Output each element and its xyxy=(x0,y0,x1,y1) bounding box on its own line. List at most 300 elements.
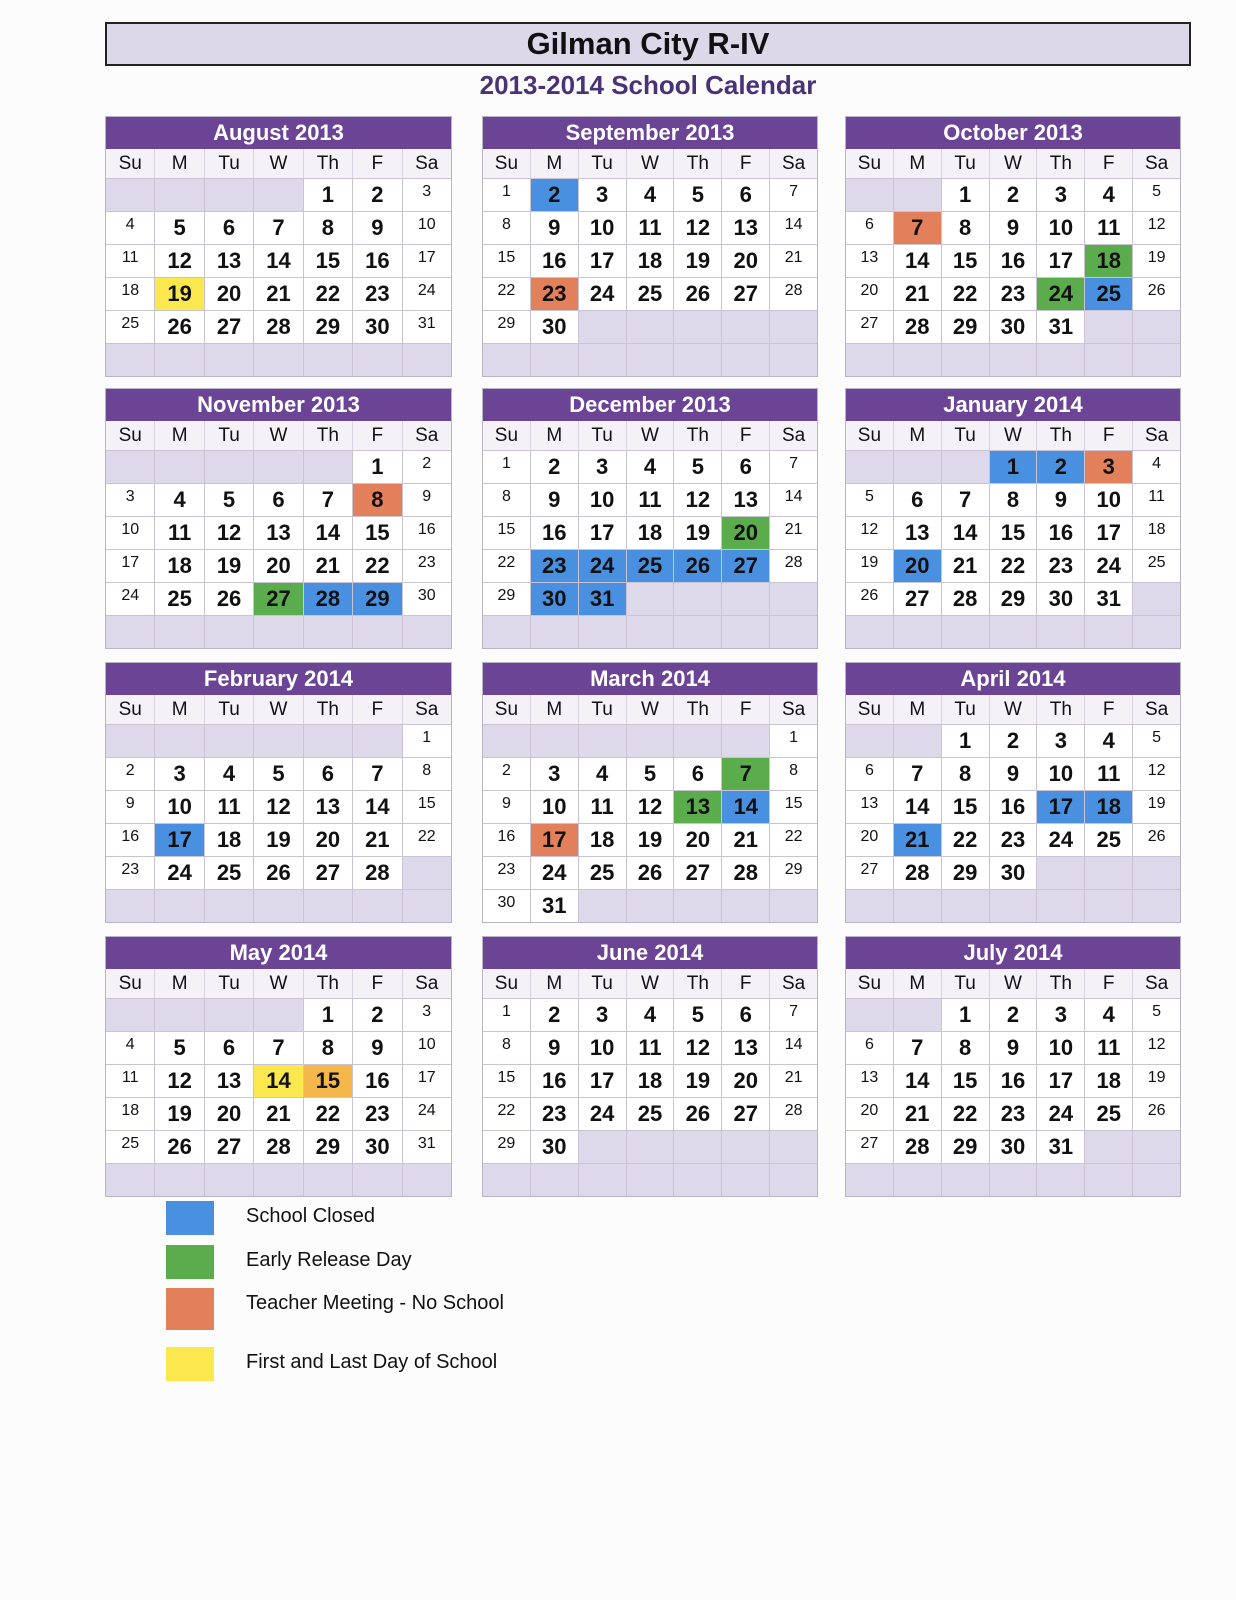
weekday-label: Su xyxy=(846,421,894,450)
week-row xyxy=(846,244,1180,277)
day-cell: 21 xyxy=(894,1098,942,1130)
week-row xyxy=(106,450,451,483)
day-cell: 7 xyxy=(894,758,942,790)
weekday-label: Th xyxy=(1037,695,1085,724)
weekday-label: Su xyxy=(846,695,894,724)
day-cell: 23 xyxy=(531,1098,579,1130)
empty-day-cell xyxy=(1085,311,1133,343)
day-cell: 1 xyxy=(304,179,353,211)
week-row xyxy=(483,889,817,922)
day-cell: 12 xyxy=(254,791,303,823)
week-row xyxy=(483,823,817,856)
empty-day-cell xyxy=(722,890,770,922)
weekday-header xyxy=(846,695,1180,724)
week-row xyxy=(106,1097,451,1130)
day-cell: 20 xyxy=(894,550,942,582)
day-cell: 27 xyxy=(205,1131,254,1163)
month-calendar xyxy=(845,388,1181,649)
empty-day-cell xyxy=(353,344,402,376)
day-cell: 6 xyxy=(304,758,353,790)
month-title: April 2014 xyxy=(846,663,1180,695)
day-cell: 29 xyxy=(304,311,353,343)
weekday-label: Su xyxy=(846,969,894,998)
day-cell: 28 xyxy=(722,857,770,889)
legend-label: First and Last Day of School xyxy=(246,1351,498,1373)
day-cell: 20 xyxy=(846,278,894,310)
day-cell: 26 xyxy=(155,311,204,343)
week-row xyxy=(846,1097,1180,1130)
day-cell: 31 xyxy=(531,890,579,922)
day-cell: 21 xyxy=(304,550,353,582)
empty-day-cell xyxy=(1133,1164,1180,1196)
day-cell: 30 xyxy=(353,311,402,343)
weekday-label: W xyxy=(990,695,1038,724)
week-row xyxy=(846,277,1180,310)
day-cell: 29 xyxy=(990,583,1038,615)
empty-day-cell xyxy=(722,616,770,648)
day-cell: 23 xyxy=(483,857,531,889)
weekday-header xyxy=(106,695,451,724)
month-calendar xyxy=(482,116,818,377)
day-cell: 1 xyxy=(483,179,531,211)
day-cell: 26 xyxy=(1133,824,1180,856)
day-cell: 4 xyxy=(627,179,675,211)
week-row xyxy=(106,615,451,648)
empty-day-cell xyxy=(531,344,579,376)
weekday-label: F xyxy=(722,149,770,178)
day-cell: 12 xyxy=(155,1065,204,1097)
weekday-label: F xyxy=(722,695,770,724)
day-cell: 21 xyxy=(770,1065,817,1097)
empty-day-cell xyxy=(304,1164,353,1196)
day-cell: 1 xyxy=(353,451,402,483)
week-row xyxy=(483,549,817,582)
empty-day-cell xyxy=(770,890,817,922)
week-row xyxy=(106,1031,451,1064)
month-title: December 2013 xyxy=(483,389,817,421)
day-cell: 24 xyxy=(579,278,627,310)
day-cell: 19 xyxy=(155,278,204,310)
day-cell: 7 xyxy=(304,484,353,516)
day-cell: 25 xyxy=(106,1131,155,1163)
week-row xyxy=(846,483,1180,516)
day-cell: 12 xyxy=(674,484,722,516)
empty-day-cell xyxy=(1133,344,1180,376)
empty-day-cell xyxy=(894,1164,942,1196)
weekday-label: M xyxy=(155,695,204,724)
weekday-label: Th xyxy=(1037,969,1085,998)
empty-day-cell xyxy=(990,890,1038,922)
weekday-label: Sa xyxy=(781,699,806,720)
empty-day-cell xyxy=(155,999,204,1031)
empty-day-cell xyxy=(846,1164,894,1196)
week-row xyxy=(106,757,451,790)
day-cell: 16 xyxy=(353,1065,402,1097)
day-cell: 22 xyxy=(770,824,817,856)
weekday-label: F xyxy=(1085,421,1133,450)
day-cell: 8 xyxy=(942,1032,990,1064)
day-cell: 1 xyxy=(304,999,353,1031)
day-cell: 13 xyxy=(846,791,894,823)
day-cell: 16 xyxy=(531,517,579,549)
weekday-label: W xyxy=(254,695,303,724)
weekday-header xyxy=(106,149,451,178)
month-calendar xyxy=(845,936,1181,1197)
day-cell: 9 xyxy=(990,212,1038,244)
empty-day-cell xyxy=(531,1164,579,1196)
weekday-label: Tu xyxy=(205,695,254,724)
day-cell: 14 xyxy=(894,791,942,823)
day-cell: 17 xyxy=(579,1065,627,1097)
day-cell: 15 xyxy=(304,1065,353,1097)
legend-label: School Closed xyxy=(246,1205,375,1227)
empty-day-cell xyxy=(579,616,627,648)
week-row xyxy=(483,483,817,516)
day-cell: 12 xyxy=(627,791,675,823)
day-cell: 16 xyxy=(990,245,1038,277)
day-cell: 28 xyxy=(894,1131,942,1163)
day-cell: 10 xyxy=(403,1032,451,1064)
day-cell: 24 xyxy=(403,278,451,310)
weekday-label: W xyxy=(254,969,303,998)
weekday-label: W xyxy=(990,421,1038,450)
week-row xyxy=(483,856,817,889)
day-cell: 30 xyxy=(531,1131,579,1163)
day-cell: 23 xyxy=(1037,550,1085,582)
empty-day-cell xyxy=(722,725,770,757)
day-cell: 23 xyxy=(990,824,1038,856)
day-cell: 4 xyxy=(1085,179,1133,211)
day-cell: 15 xyxy=(942,1065,990,1097)
empty-day-cell xyxy=(403,344,451,376)
day-cell: 22 xyxy=(304,278,353,310)
empty-day-cell xyxy=(254,344,303,376)
month-title: March 2014 xyxy=(483,663,817,695)
day-cell: 19 xyxy=(846,550,894,582)
weekday-label: Su xyxy=(483,695,531,724)
empty-day-cell xyxy=(894,725,942,757)
day-cell: 20 xyxy=(722,245,770,277)
week-row xyxy=(106,998,451,1031)
day-cell: 10 xyxy=(531,791,579,823)
day-cell: 3 xyxy=(106,484,155,516)
day-cell: 14 xyxy=(894,1065,942,1097)
week-row xyxy=(483,998,817,1031)
day-cell: 3 xyxy=(1037,999,1085,1031)
empty-day-cell xyxy=(531,725,579,757)
day-cell: 31 xyxy=(1037,1131,1085,1163)
weekday-label: Tu xyxy=(579,695,627,724)
day-cell: 11 xyxy=(579,791,627,823)
day-cell: 4 xyxy=(106,1032,155,1064)
day-cell: 18 xyxy=(106,1098,155,1130)
day-cell: 15 xyxy=(483,245,531,277)
legend-swatch xyxy=(166,1245,214,1279)
empty-day-cell xyxy=(894,344,942,376)
empty-day-cell xyxy=(770,344,817,376)
empty-day-cell xyxy=(155,451,204,483)
empty-day-cell xyxy=(403,857,451,889)
day-cell: 8 xyxy=(304,212,353,244)
weekday-label: Su xyxy=(846,149,894,178)
week-row xyxy=(846,343,1180,376)
week-row xyxy=(483,582,817,615)
day-cell: 10 xyxy=(403,212,451,244)
day-cell: 28 xyxy=(770,1098,817,1130)
day-cell: 29 xyxy=(942,1131,990,1163)
day-cell: 14 xyxy=(722,791,770,823)
week-row xyxy=(106,724,451,757)
day-cell: 23 xyxy=(353,1098,402,1130)
day-cell: 1 xyxy=(483,999,531,1031)
day-cell: 1 xyxy=(942,725,990,757)
empty-day-cell xyxy=(106,451,155,483)
empty-day-cell xyxy=(1085,344,1133,376)
weekday-label: M xyxy=(894,149,942,178)
day-cell: 29 xyxy=(353,583,402,615)
day-cell: 25 xyxy=(1133,550,1180,582)
day-cell: 13 xyxy=(205,1065,254,1097)
day-cell: 22 xyxy=(990,550,1038,582)
day-cell: 16 xyxy=(1037,517,1085,549)
week-row xyxy=(846,790,1180,823)
day-cell: 17 xyxy=(1037,245,1085,277)
empty-day-cell xyxy=(770,616,817,648)
day-cell: 4 xyxy=(106,212,155,244)
weekday-header xyxy=(483,695,817,724)
day-cell: 3 xyxy=(403,179,451,211)
empty-day-cell xyxy=(579,1131,627,1163)
week-row xyxy=(106,549,451,582)
day-cell: 21 xyxy=(722,824,770,856)
day-cell: 30 xyxy=(990,1131,1038,1163)
day-cell: 29 xyxy=(942,857,990,889)
day-cell: 13 xyxy=(254,517,303,549)
day-cell: 23 xyxy=(531,278,579,310)
day-cell: 4 xyxy=(579,758,627,790)
day-cell: 10 xyxy=(579,212,627,244)
week-row xyxy=(106,310,451,343)
day-cell: 5 xyxy=(155,1032,204,1064)
day-cell: 10 xyxy=(1037,758,1085,790)
empty-day-cell xyxy=(205,451,254,483)
day-cell: 6 xyxy=(254,484,303,516)
day-cell: 15 xyxy=(483,1065,531,1097)
day-cell: 2 xyxy=(353,999,402,1031)
empty-day-cell xyxy=(894,451,942,483)
day-cell: 12 xyxy=(674,212,722,244)
day-cell: 9 xyxy=(353,212,402,244)
empty-day-cell xyxy=(674,725,722,757)
empty-day-cell xyxy=(155,1164,204,1196)
day-cell: 3 xyxy=(579,451,627,483)
weekday-label: Tu xyxy=(579,421,627,450)
month-title: October 2013 xyxy=(846,117,1180,149)
day-cell: 10 xyxy=(106,517,155,549)
day-cell: 8 xyxy=(483,484,531,516)
page-title: Gilman City R-IV xyxy=(105,22,1191,66)
weekday-header xyxy=(483,969,817,998)
weekday-label: M xyxy=(531,149,579,178)
empty-day-cell xyxy=(942,616,990,648)
empty-day-cell xyxy=(254,451,303,483)
day-cell: 18 xyxy=(1085,791,1133,823)
day-cell: 22 xyxy=(403,824,451,856)
day-cell: 14 xyxy=(304,517,353,549)
week-row xyxy=(483,615,817,648)
day-cell: 8 xyxy=(483,1032,531,1064)
month-title: August 2013 xyxy=(106,117,451,149)
empty-day-cell xyxy=(722,344,770,376)
day-cell: 14 xyxy=(770,1032,817,1064)
day-cell: 30 xyxy=(403,583,451,615)
weekday-label: W xyxy=(627,149,675,178)
empty-day-cell xyxy=(674,616,722,648)
empty-day-cell xyxy=(579,311,627,343)
day-cell: 16 xyxy=(531,245,579,277)
weekday-label: W xyxy=(254,149,303,178)
week-row xyxy=(846,450,1180,483)
weekday-label: Sa xyxy=(1144,699,1169,720)
day-cell: 6 xyxy=(205,1032,254,1064)
day-cell: 3 xyxy=(1037,725,1085,757)
empty-day-cell xyxy=(770,1131,817,1163)
empty-day-cell xyxy=(894,890,942,922)
week-row xyxy=(483,211,817,244)
week-row xyxy=(846,178,1180,211)
day-cell: 1 xyxy=(990,451,1038,483)
day-cell: 5 xyxy=(674,451,722,483)
day-cell: 14 xyxy=(770,484,817,516)
week-row xyxy=(483,516,817,549)
week-row xyxy=(106,483,451,516)
day-cell: 15 xyxy=(403,791,451,823)
weekday-label: W xyxy=(627,421,675,450)
weekday-label: F xyxy=(1085,149,1133,178)
week-row xyxy=(846,724,1180,757)
month-title: September 2013 xyxy=(483,117,817,149)
day-cell: 9 xyxy=(106,791,155,823)
weekday-label: M xyxy=(894,969,942,998)
weekday-header xyxy=(483,421,817,450)
day-cell: 26 xyxy=(674,278,722,310)
day-cell: 28 xyxy=(304,583,353,615)
empty-day-cell xyxy=(1133,616,1180,648)
weekday-header xyxy=(106,969,451,998)
week-row xyxy=(846,615,1180,648)
weekday-label: M xyxy=(155,969,204,998)
day-cell: 4 xyxy=(205,758,254,790)
page-subtitle: 2013-2014 School Calendar xyxy=(479,70,817,100)
empty-day-cell xyxy=(627,311,675,343)
day-cell: 12 xyxy=(846,517,894,549)
weekday-header xyxy=(846,969,1180,998)
day-cell: 26 xyxy=(674,550,722,582)
day-cell: 24 xyxy=(1037,1098,1085,1130)
day-cell: 18 xyxy=(627,245,675,277)
day-cell: 25 xyxy=(627,550,675,582)
day-cell: 27 xyxy=(205,311,254,343)
empty-day-cell xyxy=(205,179,254,211)
empty-day-cell xyxy=(627,583,675,615)
empty-day-cell xyxy=(531,616,579,648)
weekday-label: F xyxy=(722,421,770,450)
day-cell: 28 xyxy=(353,857,402,889)
day-cell: 15 xyxy=(483,517,531,549)
day-cell: 19 xyxy=(155,1098,204,1130)
day-cell: 23 xyxy=(106,857,155,889)
week-row xyxy=(106,889,451,922)
weekday-label: Sa xyxy=(415,699,439,720)
empty-day-cell xyxy=(254,725,303,757)
day-cell: 9 xyxy=(483,791,531,823)
day-cell: 13 xyxy=(846,1065,894,1097)
legend-swatch xyxy=(166,1347,214,1381)
day-cell: 7 xyxy=(254,1032,303,1064)
day-cell: 21 xyxy=(770,245,817,277)
weekday-label: F xyxy=(353,149,402,178)
week-row xyxy=(846,998,1180,1031)
month-calendar xyxy=(105,388,452,649)
day-cell: 28 xyxy=(942,583,990,615)
empty-day-cell xyxy=(205,725,254,757)
empty-day-cell xyxy=(990,344,1038,376)
day-cell: 5 xyxy=(1133,179,1180,211)
weekday-label: F xyxy=(353,421,402,450)
weekday-label: M xyxy=(155,149,204,178)
day-cell: 26 xyxy=(846,583,894,615)
day-cell: 19 xyxy=(1133,245,1180,277)
empty-day-cell xyxy=(304,344,353,376)
weekday-label: Tu xyxy=(205,421,254,450)
week-row xyxy=(483,1064,817,1097)
day-cell: 7 xyxy=(770,999,817,1031)
weekday-label: Tu xyxy=(579,149,627,178)
day-cell: 14 xyxy=(894,245,942,277)
empty-day-cell xyxy=(304,451,353,483)
empty-day-cell xyxy=(205,344,254,376)
day-cell: 24 xyxy=(1037,278,1085,310)
weekday-label: W xyxy=(627,969,675,998)
empty-day-cell xyxy=(155,616,204,648)
day-cell: 28 xyxy=(254,1131,303,1163)
day-cell: 12 xyxy=(1133,1032,1180,1064)
empty-day-cell xyxy=(483,725,531,757)
empty-day-cell xyxy=(1085,857,1133,889)
day-cell: 20 xyxy=(205,1098,254,1130)
weekday-label: Th xyxy=(304,421,353,450)
day-cell: 15 xyxy=(353,517,402,549)
empty-day-cell xyxy=(304,616,353,648)
weekday-label: Tu xyxy=(942,421,990,450)
day-cell: 6 xyxy=(894,484,942,516)
day-cell: 11 xyxy=(1085,758,1133,790)
day-cell: 2 xyxy=(531,999,579,1031)
empty-day-cell xyxy=(674,311,722,343)
day-cell: 17 xyxy=(1085,517,1133,549)
empty-day-cell xyxy=(205,1164,254,1196)
week-row xyxy=(846,211,1180,244)
weekday-label: Tu xyxy=(942,695,990,724)
empty-day-cell xyxy=(942,890,990,922)
empty-day-cell xyxy=(722,1164,770,1196)
empty-day-cell xyxy=(1133,583,1180,615)
day-cell: 6 xyxy=(722,179,770,211)
day-cell: 6 xyxy=(846,212,894,244)
week-row xyxy=(483,277,817,310)
day-cell: 10 xyxy=(1037,1032,1085,1064)
day-cell: 22 xyxy=(353,550,402,582)
